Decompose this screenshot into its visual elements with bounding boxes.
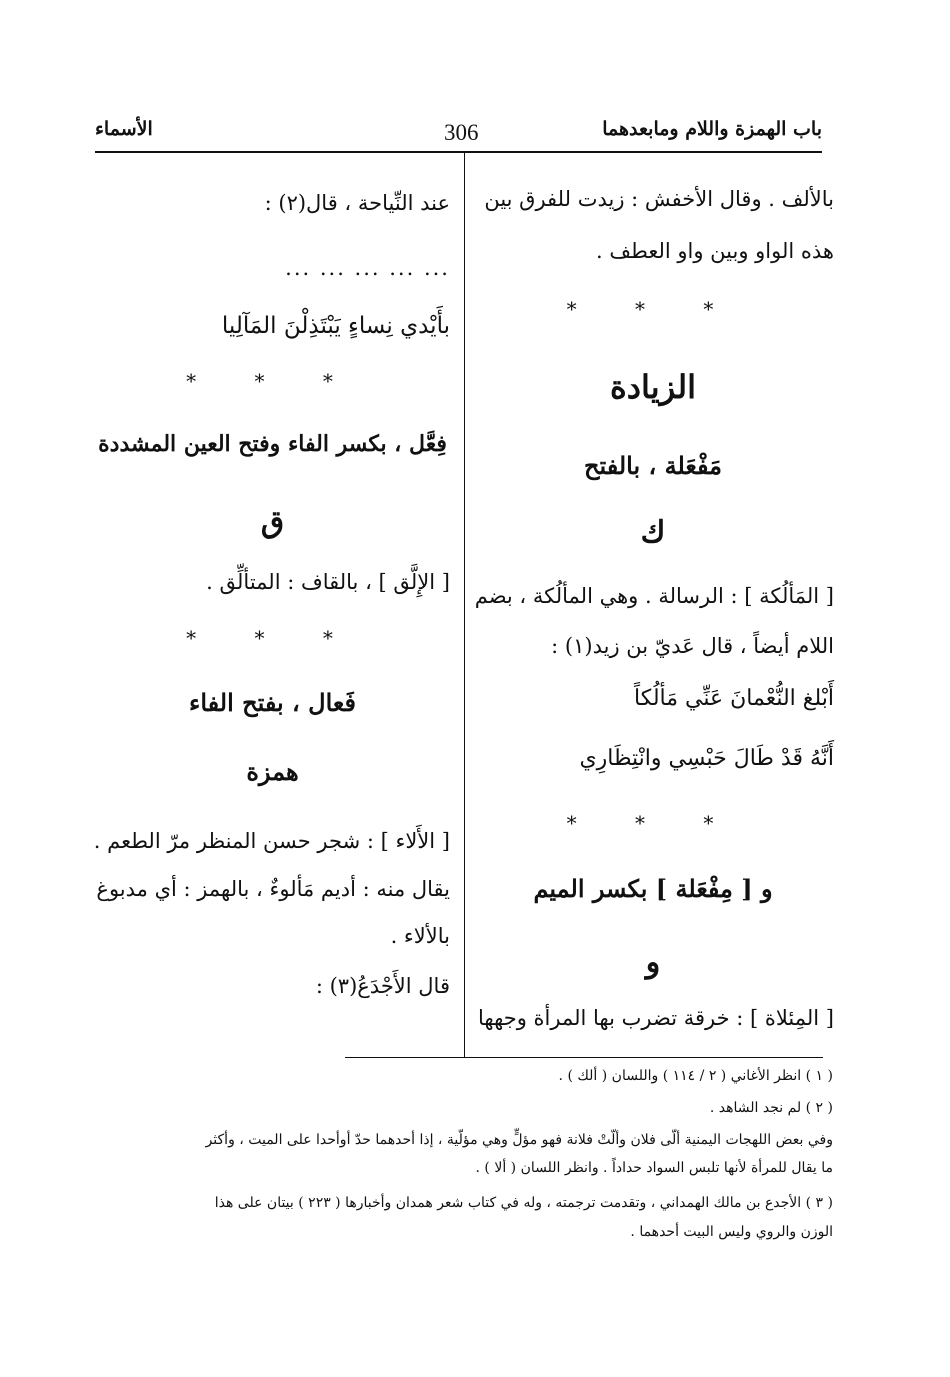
section-separator-stars: * * *	[566, 297, 740, 321]
footnote-2: ( ٢ ) لم نجد الشاهد .	[709, 1100, 833, 1116]
letter-kaf: ك	[640, 515, 666, 550]
entry-malaka-line-2: اللام أيضاً ، قال عَديّ بن زيد(١) :	[551, 634, 834, 658]
footnote-3: ( ٣ ) الأجدع بن مالك الهمداني ، وتقدمت ترجمته ، وله في كتاب شعر همدان وأخبارها ( ٢٢٣ ) بيتان على هذا	[214, 1195, 833, 1211]
verse-line: بأَيْدي نِساءٍ يَبْتَذِلْنَ المَآلِيا	[221, 313, 450, 339]
page-number: 306	[444, 120, 479, 145]
letter-waw: و	[645, 945, 661, 980]
entry-malaka-line-1: [ المَألُكة ] : الرسالة . وهي المألُكة ، بضم	[474, 584, 834, 608]
section-separator-stars: * * *	[566, 811, 740, 835]
entry-alaa-line-4: قال الأَجْدَعُ(٣) :	[315, 974, 450, 998]
running-header-right: باب الهمزة واللام ومابعدهما	[602, 118, 822, 140]
section-separator-stars: * * *	[186, 626, 359, 650]
verse-line-2: أَنَّهُ قَدْ طَالَ حَبْسِي وانْتِظَارِي	[579, 746, 834, 771]
verse-line-1: أَبْلغ النُّعْمانَ عَنِّي مَألُكاً	[634, 686, 834, 711]
letter-hamza: همزة	[246, 757, 299, 786]
section-separator-stars: * * *	[186, 369, 359, 393]
column-divider	[464, 152, 465, 1058]
right-line-2: هذه الواو وبين واو العطف .	[596, 239, 834, 263]
footnote-rule	[345, 1057, 823, 1058]
entry-alaa-line-2: يقال منه : أديم مَألوءٌ ، بالهمز : أي مدبوغ	[96, 877, 450, 901]
footnote-1: ( ١ ) انظر الأغاني ( ٢ / ١١٤ ) واللسان ( ألك ) .	[558, 1068, 833, 1084]
heading-faal: فَعال ، بفتح الفاء	[189, 688, 356, 717]
header-rule	[95, 151, 822, 153]
heading-mafala: مَفْعَلة ، بالفتح	[583, 451, 723, 480]
entry-mitlaa: [ المِئلاة ] : خرقة تضرب بها المرأة وجهها	[478, 1006, 834, 1030]
letter-qaf: ق	[260, 505, 285, 540]
entry-illaq: [ الإِلَّق ] ، بالقاف : المتألِّق .	[206, 570, 450, 594]
footnote-2-line-2: وفي بعض اللهجات اليمنية ألّى فلان وألّتْ فلانة فهو مؤلٍّ وهي مؤلّية ، إذا أحدهما حدّ أوأحدا على الميت ، وأكثر	[205, 1132, 833, 1148]
entry-alaa-line-3: بالألاء .	[390, 924, 450, 948]
heading-mifala: و [ مِفْعَلة ] بكسر الميم	[533, 874, 773, 903]
heading-fiaal: فِعَّل ، بكسر الفاء وفتح العين المشددة	[98, 431, 447, 457]
entry-alaa-line-1: [ الأَلاء ] : شجر حسن المنظر مرّ الطعم .	[93, 829, 450, 853]
running-header-left: الأسماء	[95, 118, 153, 140]
footnote-3-line-2: الوزن والروي وليس البيت أحدهما .	[630, 1224, 833, 1240]
verse-ellipsis: ... ... ... ... ...	[285, 256, 450, 280]
footnote-2-line-3: ما يقال للمرأة لأنها تلبس السواد حداداً . وانظر اللسان ( ألا ) .	[475, 1160, 833, 1176]
right-line-1: بالألف . وقال الأخفش : زيدت للفرق بين	[484, 187, 834, 211]
left-line-1: عند النِّياحة ، قال(٢) :	[264, 191, 450, 215]
heading-ziyada: الزيادة	[610, 368, 696, 406]
